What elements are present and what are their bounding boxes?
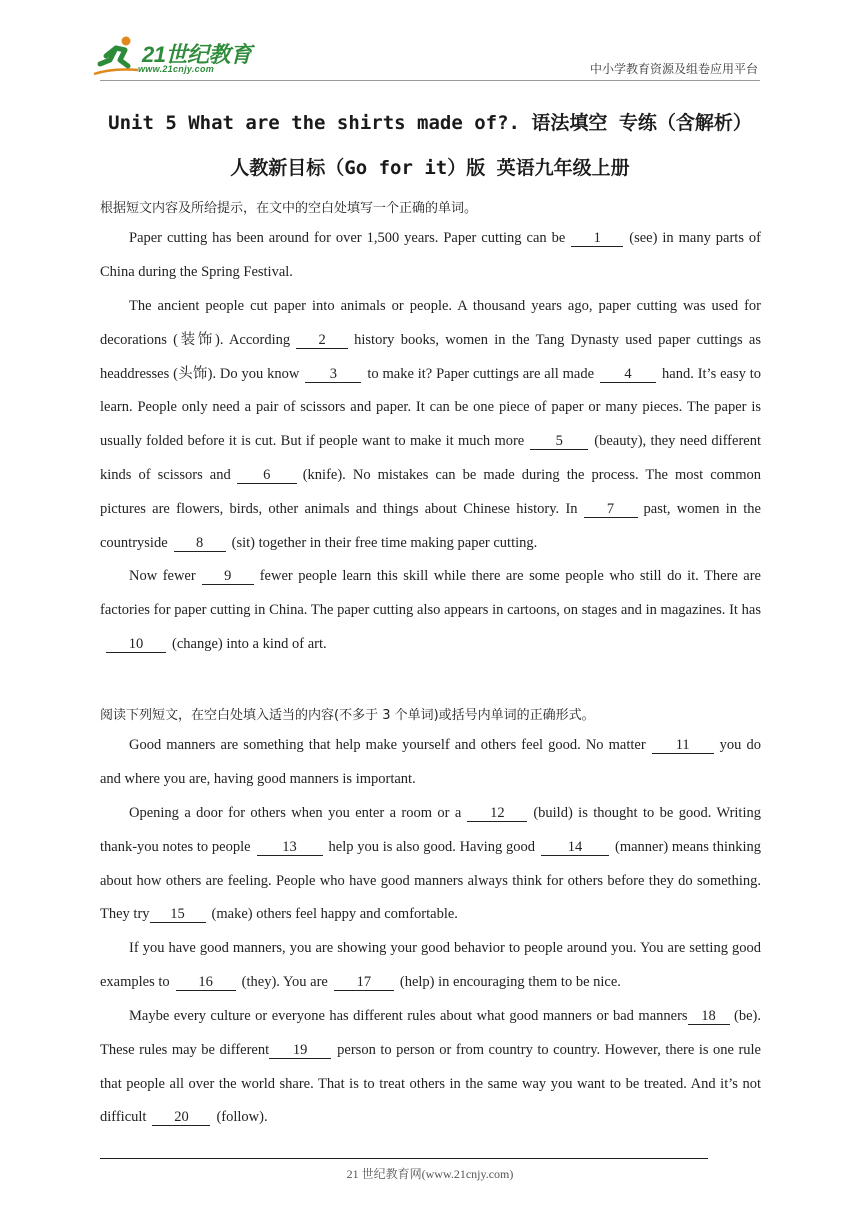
text-span: help you is also good. Having good xyxy=(328,838,536,855)
blank-6: 6 xyxy=(237,467,297,484)
logo-text: 21世纪教育 xyxy=(142,42,252,67)
text-span: Now fewer xyxy=(129,568,196,584)
text-span: fewer people learn this skill while there are some people who still do it. There are factories for paper cutting in China. The paper cutting also appears in cartoons, on stages and in magazines. It has xyxy=(100,568,761,618)
text-span: person to person or from country to country. However, there is one rule that people all over the world share. That is to treat others in the same way you want to be treated. And it’s not difficult xyxy=(100,1041,761,1126)
section2-paragraph-4 xyxy=(100,1000,761,1135)
text-span: (beauty), they need different kinds of scissors and xyxy=(100,433,761,483)
blank-4: 4 xyxy=(600,366,656,383)
blank-12: 12 xyxy=(467,805,527,822)
text-span: (follow). xyxy=(216,1109,268,1126)
blank-18: 18 xyxy=(688,1008,730,1025)
blank-13: 13 xyxy=(257,839,323,856)
text-span: The ancient people cut paper into animals or people. A thousand years ago, paper cutting was used for decorations (装饰). According xyxy=(100,298,761,348)
section2-instruction: 阅读下列短文，在空白处填入适当的内容(不多于 3 个单词)或括号内单词的正确形式。 xyxy=(100,708,595,723)
blank-1: 1 xyxy=(571,230,623,247)
blank-11: 11 xyxy=(652,737,714,754)
page-footer: 21 世纪教育网(www.21cnjy.com) xyxy=(346,1167,514,1181)
text-span: (make) others feel happy and comfortable. xyxy=(211,906,458,923)
blank-7: 7 xyxy=(584,501,638,518)
text-span: you do and where you are, having good manners is important. xyxy=(100,737,762,787)
blank-16: 16 xyxy=(176,974,236,991)
page-title: Unit 5 What are the shirts made of?. 语法填空 专练（含解析） xyxy=(108,112,752,134)
section1-paragraph-2 xyxy=(100,290,761,560)
text-span: hand. It’s easy to learn. People only need a pair of scissors and paper. It can be one piece of paper or many pieces. The paper is usually folded before it is cut. But if people want to make it much more xyxy=(100,365,761,450)
text-span: (manner) means thinking about how others are feeling. People who have good manners always think for others before they do something. They try xyxy=(100,838,761,923)
text-span: (help) in encouraging them to be nice. xyxy=(399,973,621,990)
text-span: Opening a door for others when you enter a room or a xyxy=(129,805,462,821)
text-span: (build) is thought to be good. Writing thank-you notes to people xyxy=(100,805,761,855)
text-span: (see) in many parts of China during the Spring Festival. xyxy=(100,230,761,280)
blank-15: 15 xyxy=(150,906,206,923)
page-header xyxy=(100,34,760,81)
blank-14: 14 xyxy=(541,839,609,856)
section2-paragraph-2 xyxy=(100,797,761,932)
text-span: (change) into a kind of art. xyxy=(172,635,327,652)
page-subtitle: 人教新目标（Go for it）版 英语九年级上册 xyxy=(230,157,630,179)
text-span: (they). You are xyxy=(241,973,328,990)
section1-paragraph-1 xyxy=(100,222,761,290)
text-span: (knife). No mistakes can be made during the process. The most common pictures are flowers, birds, other animals and things about Chinese history. In xyxy=(100,466,761,517)
platform-name: 中小学教育资源及组卷应用平台 xyxy=(589,62,758,76)
logo-url: www.21cnjy.com xyxy=(138,64,215,74)
text-span: If you have good manners, you are showing your good behavior to people around you. You are setting good examples to xyxy=(100,940,761,990)
text-span: to make it? Paper cuttings are all made xyxy=(367,365,595,382)
text-span: (sit) together in their free time making paper cutting. xyxy=(231,534,538,551)
runner-icon xyxy=(92,34,142,78)
blank-5: 5 xyxy=(530,433,588,450)
site-logo xyxy=(92,34,252,78)
text-span: Paper cutting has been around for over 1,500 years. Paper cutting can be xyxy=(129,230,566,246)
text-span: past, women in the countryside xyxy=(100,500,761,551)
section1-instruction: 根据短文内容及所给提示，在文中的空白处填写一个正确的单词。 xyxy=(100,201,478,216)
text-span: Maybe every culture or everyone has different rules about what good manners or bad manners xyxy=(129,1008,688,1024)
footer-divider xyxy=(100,1158,708,1159)
text-span: Good manners are something that help make yourself and others feel good. No matter xyxy=(129,737,646,753)
section1-paragraph-3 xyxy=(100,560,761,661)
blank-2: 2 xyxy=(296,332,348,349)
blank-19: 19 xyxy=(269,1042,331,1059)
text-span: history books, women in the Tang Dynasty used paper cuttings as headdresses (头饰). Do you know xyxy=(100,331,761,382)
blank-20: 20 xyxy=(152,1109,210,1126)
blank-9: 9 xyxy=(202,568,254,585)
blank-17: 17 xyxy=(334,974,394,991)
blank-8: 8 xyxy=(174,535,226,552)
text-span: (be). These rules may be different xyxy=(100,1008,761,1058)
blank-3: 3 xyxy=(305,366,361,383)
section2-paragraph-3 xyxy=(100,932,761,1000)
blank-10: 10 xyxy=(106,636,166,653)
section2-paragraph-1 xyxy=(100,729,761,797)
